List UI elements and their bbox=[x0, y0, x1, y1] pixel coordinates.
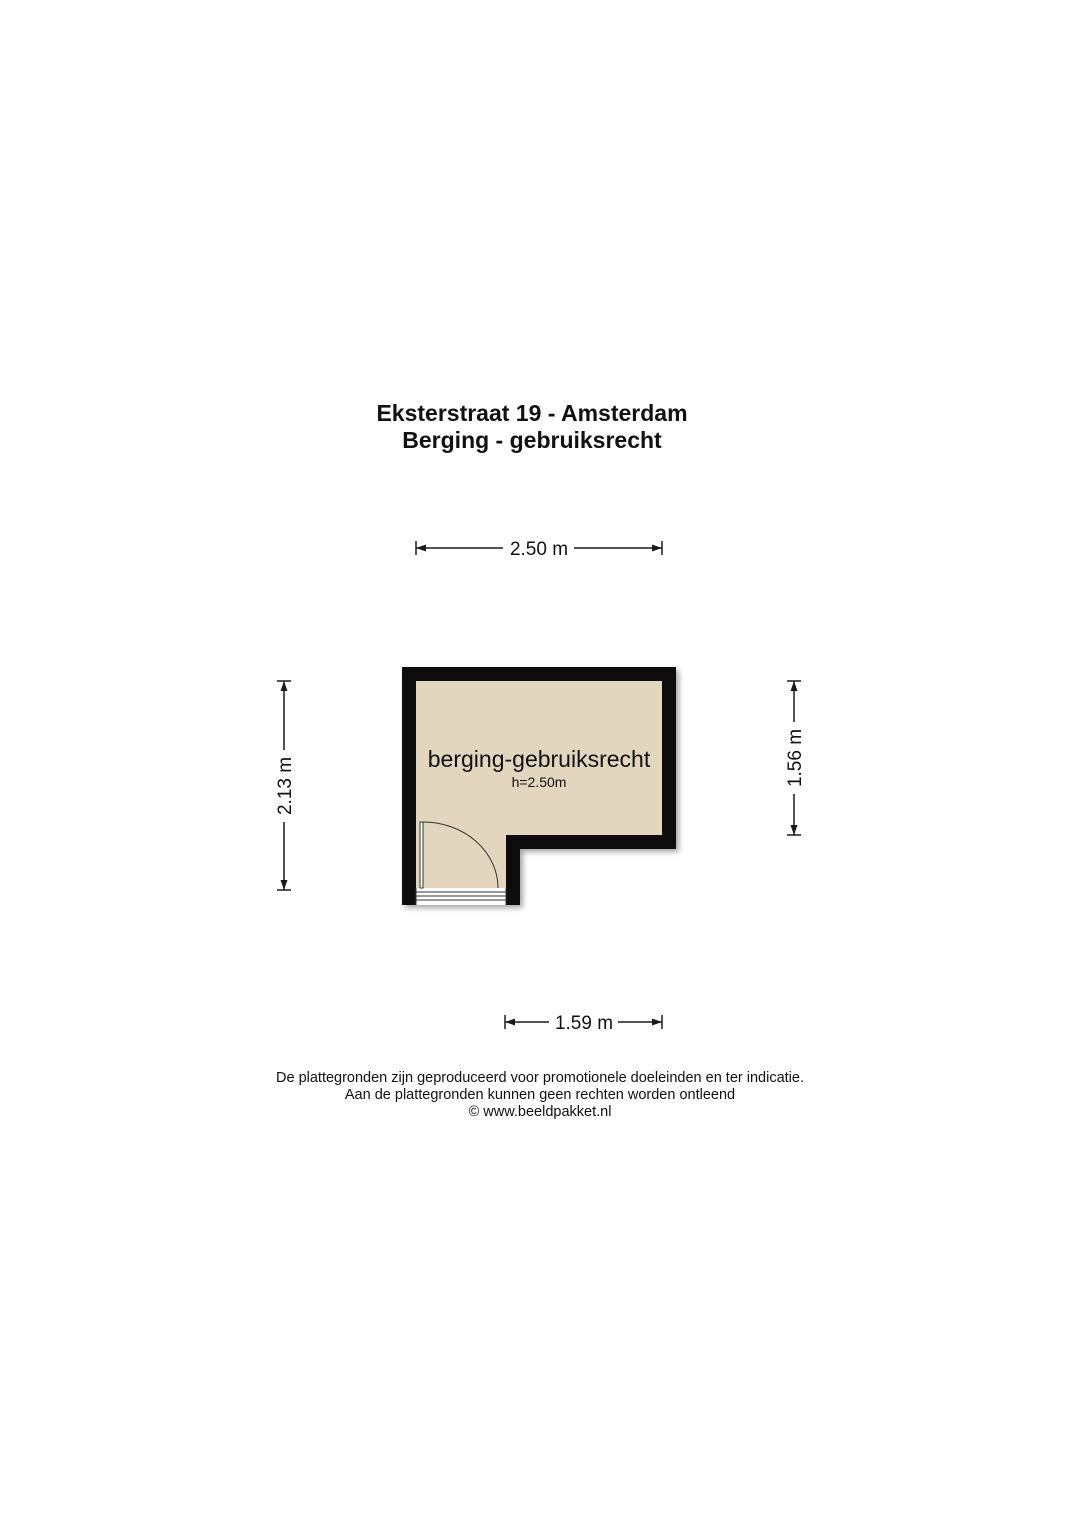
room-height-label: h=2.50m bbox=[511, 774, 567, 790]
room-name-label: berging-gebruiksrecht bbox=[427, 746, 651, 772]
plan-title-address: Eksterstraat 19 - Amsterdam bbox=[376, 400, 688, 426]
dimension-left bbox=[275, 681, 296, 890]
dimension-top bbox=[416, 539, 662, 560]
dimension-right bbox=[785, 681, 806, 835]
copyright-notice: © www.beeldpakket.nl bbox=[468, 1104, 612, 1120]
door-leaf bbox=[420, 822, 423, 888]
dim-right-label: 1.56 m bbox=[785, 728, 806, 788]
dimension-bottom bbox=[505, 1013, 662, 1034]
dim-bottom-label: 1.59 m bbox=[554, 1013, 614, 1034]
dim-top-label: 2.50 m bbox=[509, 539, 569, 560]
disclaimer-line-1: De plattegronden zijn geproduceerd voor promotionele doeleinden en ter indicatie. bbox=[276, 1070, 804, 1086]
dim-left-label: 2.13 m bbox=[275, 756, 296, 816]
plan-title-subtitle: Berging - gebruiksrecht bbox=[402, 427, 662, 453]
disclaimer-line-2: Aan de plattegronden kunnen geen rechten worden ontleend bbox=[344, 1087, 736, 1103]
